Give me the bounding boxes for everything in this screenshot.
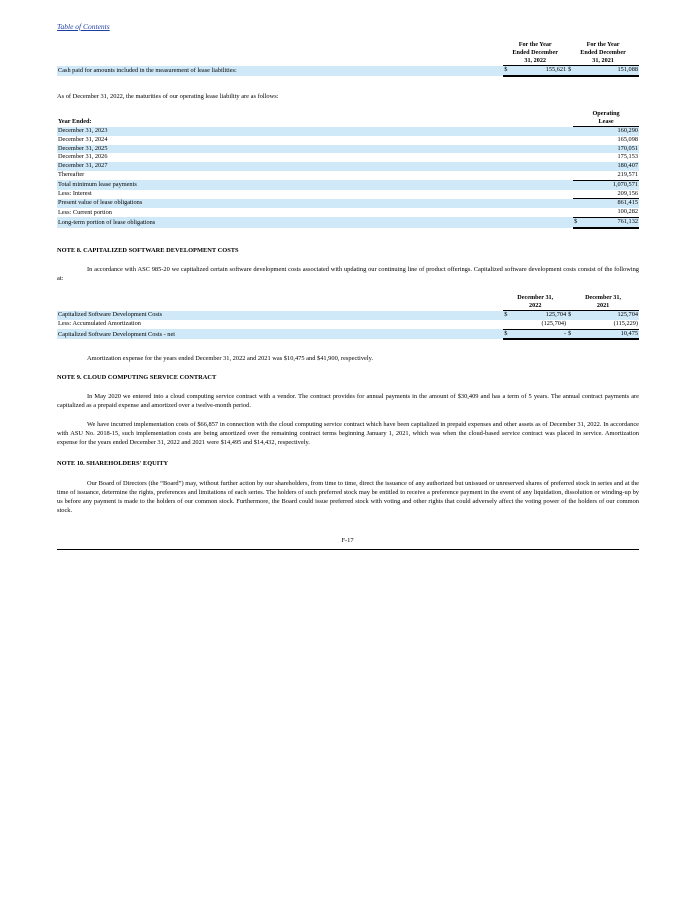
note9-paragraph-1: In May 2020 we entered into a cloud computing service contract with a vendor. The contract provides for annual payments in the amount of $30,409 and has a term of 5 years. The annual contract payments are capitalized as a prepaid expense and amortized over a twelve-month period. <box>57 393 639 409</box>
note9-heading: NOTE 9. CLOUD COMPUTING SERVICE CONTRACT <box>57 374 217 381</box>
currency-symbol: $ <box>567 66 577 76</box>
table-row: Total minimum lease payments 1,070,571 <box>58 180 638 188</box>
table-row: Less: Accumulated Amortization (125,704) (115,229) <box>58 319 638 328</box>
table-row: December 31, 2024 165,098 <box>58 135 638 143</box>
note9-paragraph-2: We have incurred implementation costs of $66,857 in connection with the cloud computing service contract which have been capitalized in prepaid expenses and other assets as of December 31, 2022. In accordance with ASU No. 2018-15, such implementation costs are being amortized over the remaining contract terms beginning January 1, 2021, which was when the cloud-based service contract was placed in service. Amortization expense for the years ended December 31, 2022 and 2021 were $14,495 and $14,432, respectively. <box>57 421 639 446</box>
currency-symbol: $ <box>567 329 577 339</box>
cap-col-2021-header: December 31, 2021 <box>567 294 639 311</box>
table-row: Less: Current portion 100,282 <box>58 208 638 216</box>
currency-symbol: $ <box>567 311 577 320</box>
note8-paragraph: In accordance with ASC 985-20 we capitalized certain software development costs associated with updating our continuing line of product offerings. Capitalized software development costs consist of the following at: <box>57 266 639 282</box>
amortization-text: Amortization expense for the years ended December 31, 2022 and 2021 was $10,475 and $41,900, respectively. <box>87 355 374 362</box>
cash-paid-2022: 155,621 <box>513 66 567 76</box>
capitalized-software-table <box>57 294 639 340</box>
table-row <box>57 66 639 76</box>
lease-maturities-table <box>57 110 639 229</box>
cash-paid-2021: 151,088 <box>577 66 639 76</box>
table-row: Capitalized Software Development Costs $ 125,704 $ 125,704 <box>58 311 638 318</box>
note10-paragraph: Our Board of Directors (the “Board”) may, without further action by our shareholders, from time to time, direct the issuance of any authorized but unissued or unreserved shares of preferred stock in series and at the time of issuance, determine the rights, preferences and limitations of each series. The holders of such preferred stock may be entitled to receive a preference payment in the event of any liquidation, dissolution or winding-up by us before any payment is made to the holders of our common stock. Furthermore, the Board could issue preferred stock with voting and other rights that could adversely affect the voting power of the holders of our common stock. <box>57 480 639 514</box>
currency-symbol: $ <box>503 311 513 320</box>
table-row: Present value of lease obligations 861,415 <box>58 199 638 207</box>
year-ended-header: Year Ended: <box>58 117 92 125</box>
currency-symbol: $ <box>503 66 513 76</box>
table-row: Long-term portion of lease obligations $ 761,132 <box>58 217 638 226</box>
page-divider <box>57 549 639 550</box>
table-row: December 31, 2027 180,407 <box>58 162 638 170</box>
note10-heading: NOTE 10. SHAREHOLDERS' EQUITY <box>57 460 169 467</box>
currency-symbol: $ <box>573 217 583 227</box>
table-row: Less: Interest 209,156 <box>58 189 638 198</box>
table-row: Thereafter 219,571 <box>58 170 638 179</box>
currency-symbol: $ <box>503 329 513 339</box>
table-row: December 31, 2026 175,153 <box>58 153 638 161</box>
lease-cash-col-2021-header: For the Year Ended December 31, 2021 <box>567 41 639 66</box>
maturities-intro: As of December 31, 2022, the maturities of our operating lease liability are as follows: <box>57 93 279 100</box>
table-row: December 31, 2025 170,051 <box>58 144 638 152</box>
cap-col-2022-header: December 31, 2022 <box>503 294 567 311</box>
operating-lease-header: Operating Lease <box>573 110 639 127</box>
lease-cash-table <box>57 41 639 77</box>
table-row: Capitalized Software Development Costs - net $ - $ 10,475 <box>58 329 638 338</box>
table-of-contents-link[interactable]: Table of Contents <box>57 22 110 31</box>
table-row: December 31, 2023 160,290 <box>58 127 638 134</box>
note8-heading: NOTE 8. CAPITALIZED SOFTWARE DEVELOPMENT COSTS <box>57 247 239 254</box>
row-label: Cash paid for amounts included in the measurement of lease liabilities: <box>57 66 503 76</box>
lease-cash-col-2022-header: For the Year Ended December 31, 2022 <box>503 41 567 66</box>
page-number: F-17 <box>341 537 354 544</box>
